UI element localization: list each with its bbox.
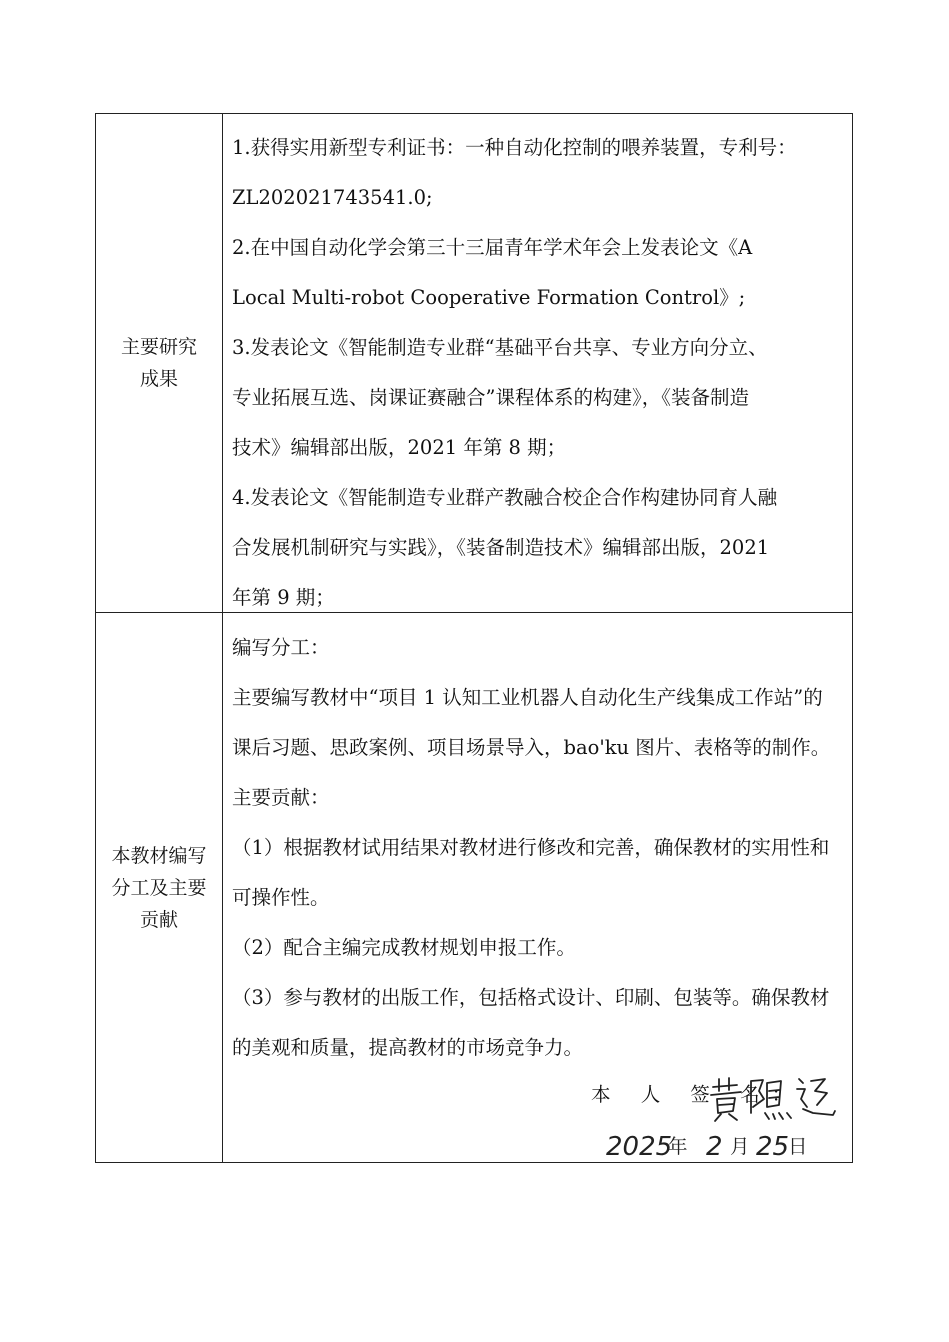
row-label-contribution (104, 840, 214, 936)
contribution-line: 主要贡献： (232, 786, 330, 809)
date-day-unit: 日 (788, 1135, 808, 1158)
achievement-line: ZL202021743541.0; (232, 186, 433, 209)
achievement-line: 2.在中国自动化学会第三十三届青年学术年会上发表论文《A (232, 236, 753, 259)
date-year: 2025 (606, 1132, 673, 1162)
achievement-line: 4.发表论文《智能制造专业群产教融合校企合作构建协同育人融 (232, 486, 778, 509)
content-cell-achievements (223, 114, 852, 612)
contribution-line: 可操作性。 (232, 886, 330, 909)
date-month-unit: 月 (730, 1135, 750, 1158)
label-line: 贡献 (139, 908, 178, 931)
content-cell-contribution (223, 613, 852, 1162)
handwritten-date (606, 1125, 816, 1165)
date-month: 2 (706, 1132, 723, 1162)
contribution-line: （1）根据教材试用结果对教材进行修改和完善，确保教材的实用性和 (232, 836, 830, 859)
form-table (95, 113, 853, 1163)
label-line: 本教材编写 (111, 844, 207, 867)
label-cell-contribution (96, 613, 223, 1162)
achievement-line: 专业拓展互选、岗课证赛融合”课程体系的构建》，《装备制造 (232, 386, 749, 409)
achievement-line: 技术》编辑部出版，2021 年第 8 期； (232, 436, 567, 459)
label-line: 分工及主要 (111, 876, 207, 899)
date-day: 25 (756, 1132, 790, 1162)
row-research-achievements (96, 114, 852, 613)
contribution-line: （3）参与教材的出版工作，包括格式设计、印刷、包装等。确保教材 (232, 986, 830, 1009)
contribution-line: 编写分工： (232, 636, 330, 659)
label-cell-achievements (96, 114, 223, 612)
handwritten-signature (707, 1069, 837, 1125)
contribution-line: 主要编写教材中“项目 1 认知工业机器人自动化生产线集成工作站”的 (232, 686, 823, 709)
label-line: 主要研究 (120, 336, 197, 358)
contribution-line: （2）配合主编完成教材规划申报工作。 (232, 936, 576, 959)
row-contribution (96, 613, 852, 1162)
label-line: 成果 (139, 368, 178, 390)
achievement-line: 年第 9 期； (232, 586, 335, 609)
signature-row (223, 1073, 852, 1123)
row-label-achievements (104, 331, 214, 395)
date-row (223, 1121, 852, 1171)
achievement-line: 1.获得实用新型专利证书：一种自动化控制的喂养装置，专利号： (232, 136, 797, 159)
achievement-line: Local Multi-robot Cooperative Formation Control》; (232, 286, 746, 309)
achievement-line: 3.发表论文《智能制造专业群“基础平台共享、专业方向分立、 (232, 336, 768, 359)
signature-label: 本 人 签 名： (591, 1083, 804, 1106)
date-year-unit: 年 (668, 1135, 688, 1158)
achievement-line: 合发展机制研究与实践》，《装备制造技术》编辑部出版，2021 (232, 536, 770, 559)
contribution-line: 课后习题、思政案例、项目场景导入，bao'ku 图片、表格等的制作。 (232, 736, 831, 759)
contribution-line: 的美观和质量，提高教材的市场竞争力。 (232, 1036, 584, 1059)
